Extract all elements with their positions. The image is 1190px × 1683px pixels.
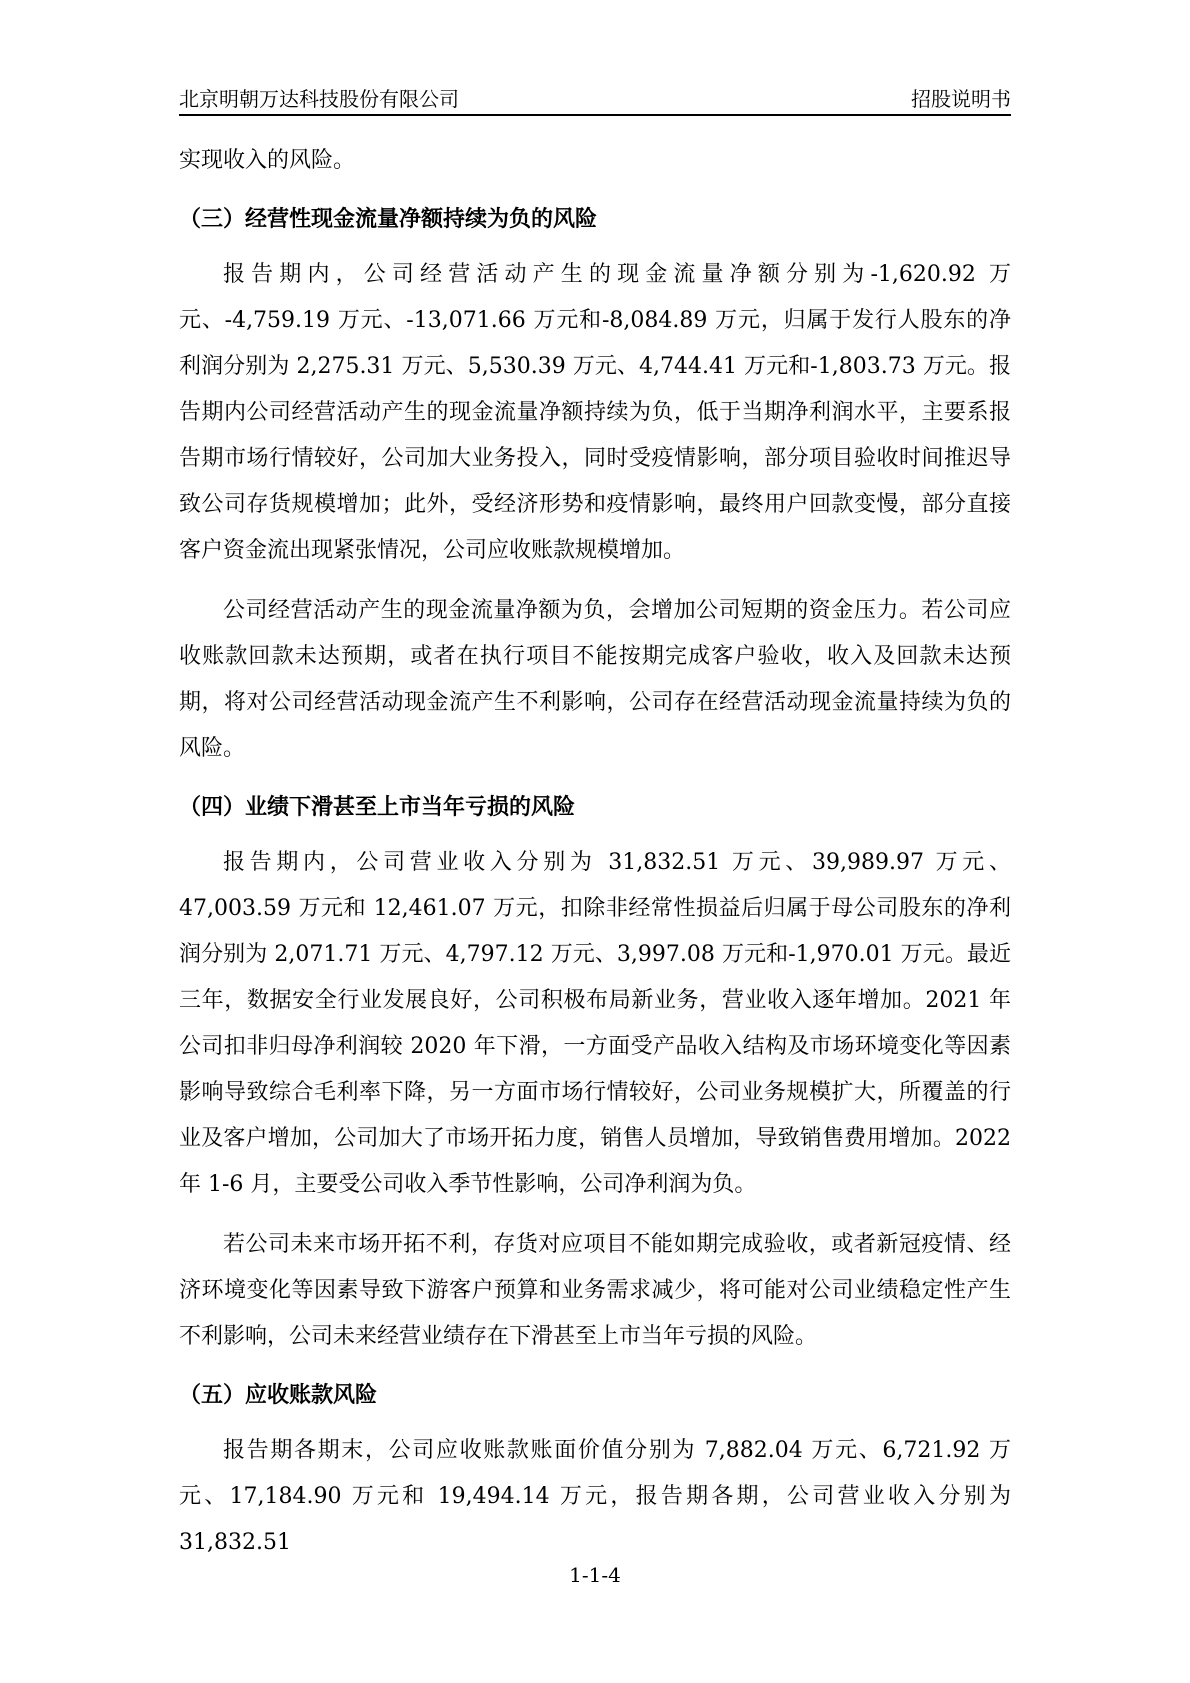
header-company-name: 北京明朝万达科技股份有限公司 bbox=[179, 87, 459, 111]
paragraph: 若公司未来市场开拓不利，存货对应项目不能如期完成验收，或者新冠疫情、经济环境变化等因素导致下游客户预算和业务需求减少，将可能对公司业绩稳定性产生不利影响，公司未来经营业绩存在下滑甚至上市当年亏损的风险。 bbox=[179, 1232, 1011, 1349]
header-document-type: 招股说明书 bbox=[911, 87, 1011, 111]
paragraph: 报告期内，公司营业收入分别为 31,832.51 万元、39,989.97 万元、47,003.59 万元和 12,461.07 万元，扣除非经常性损益后归属于母公司股东的净利润分别为 2,071.71 万元、4,797.12 万元、3,997.08 万元和-1,970.01 万元。最近三年，数据安全行业发展良好，公司积极布局新业务，营业收入逐年增加。2021 年公司扣非归母净利润较 2020 年下滑，一方面受产品收入结构及市场环境变化等因素影响导致综合毛利率下降，另一方面市场行情较好，公司业务规模扩大，所覆盖的行业及客户增加，公司加大了市场开拓力度，销售人员增加，导致销售费用增加。2022 年 1-6 月，主要受公司收入季节性影响，公司净利润为负。 bbox=[179, 850, 1011, 1197]
document-body bbox=[179, 138, 1011, 1566]
section-heading-cash-flow-risk: （三）经营性现金流量净额持续为负的风险 bbox=[179, 207, 598, 232]
paragraph: 公司经营活动产生的现金流量净额为负，会增加公司短期的资金压力。若公司应收账款回款未达预期，或者在执行项目不能按期完成客户验收，收入及回款未达预期，将对公司经营活动现金流产生不利影响，公司存在经营活动现金流量持续为负的风险。 bbox=[179, 598, 1011, 761]
section-heading-performance-decline-risk: （四）业绩下滑甚至上市当年亏损的风险 bbox=[179, 795, 576, 820]
section-heading-receivables-risk: （五）应收账款风险 bbox=[179, 1383, 378, 1408]
continued-paragraph: 实现收入的风险。 bbox=[179, 148, 356, 173]
paragraph: 报告期各期末，公司应收账款账面价值分别为 7,882.04 万元、6,721.92 万元、17,184.90 万元和 19,494.14 万元，报告期各期，公司营业收入分别为 31,832.51 bbox=[179, 1438, 1011, 1555]
page-header bbox=[179, 84, 1011, 114]
paragraph: 报告期内，公司经营活动产生的现金流量净额分别为-1,620.92 万元、-4,759.19 万元、-13,071.66 万元和-8,084.89 万元，归属于发行人股东的净利润分别为 2,275.31 万元、5,530.39 万元、4,744.41 万元和-1,803.73 万元。报告期内公司经营活动产生的现金流量净额持续为负，低于当期净利润水平，主要系报告期市场行情较好，公司加大业务投入，同时受疫情影响，部分项目验收时间推迟导致公司存货规模增加；此外，受经济形势和疫情影响，最终用户回款变慢，部分直接客户资金流出现紧张情况，公司应收账款规模增加。 bbox=[179, 262, 1011, 563]
page-number: 1-1-4 bbox=[569, 1563, 621, 1587]
header-divider bbox=[179, 114, 1011, 116]
